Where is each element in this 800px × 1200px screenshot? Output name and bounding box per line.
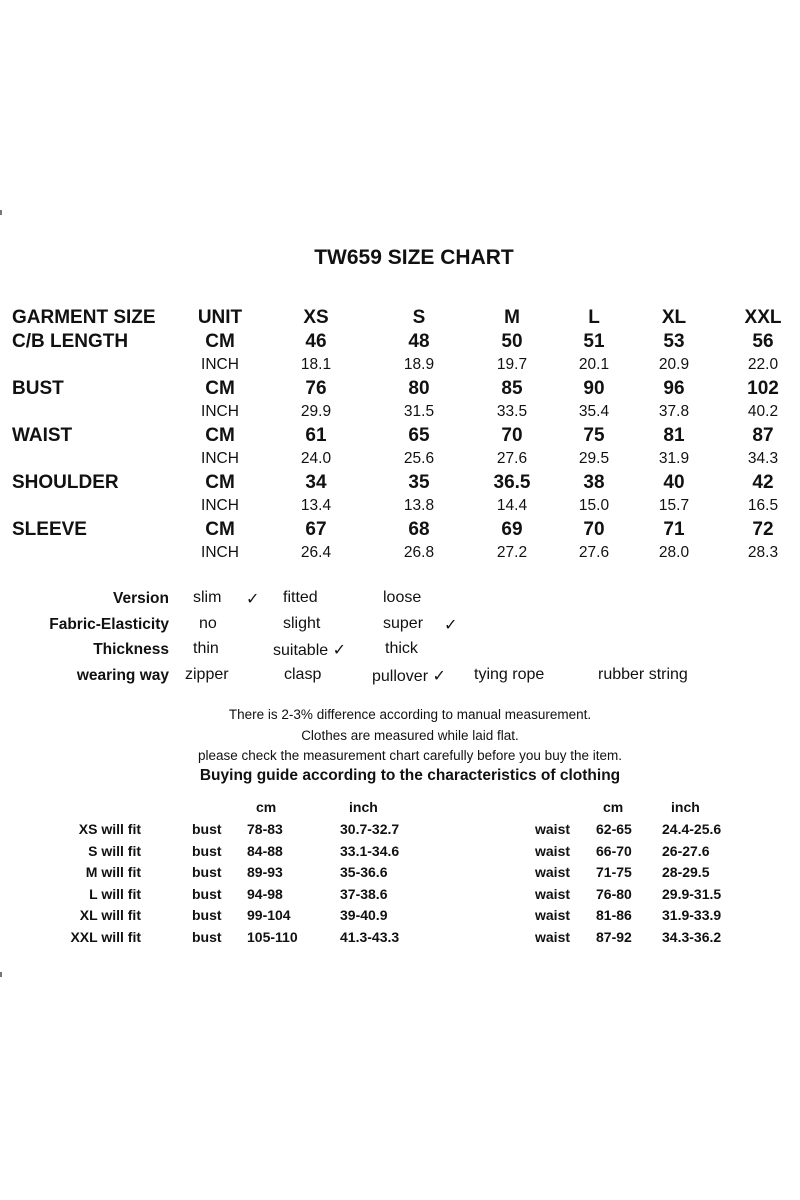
cm-value: 65: [408, 425, 430, 446]
characteristic-option: pullover ✓: [372, 667, 446, 685]
cm-value: 38: [583, 472, 605, 493]
inch-value: 14.4: [496, 497, 528, 514]
cm-value: 40: [663, 472, 685, 493]
inch-value: 19.7: [496, 356, 528, 373]
inch-value: 15.7: [658, 497, 690, 514]
waist-inch: 28-29.5: [662, 864, 710, 880]
characteristic-option: thick: [385, 640, 418, 657]
bust-label: bust: [192, 821, 222, 837]
cm-value: 48: [408, 331, 430, 352]
note-line: Clothes are measured while laid flat.: [301, 728, 519, 743]
waist-label: waist: [535, 885, 571, 902]
bust-cm: 78-83: [247, 821, 283, 837]
cm-value: 34: [305, 472, 327, 493]
waist-cm: 87-92: [596, 928, 632, 945]
inch-value: 16.5: [747, 497, 779, 514]
characteristic-label: Version: [113, 590, 169, 607]
inch-value: 27.6: [578, 544, 610, 561]
cm-value: 36.5: [493, 472, 531, 493]
bust-inch: 30.7-32.7: [340, 821, 400, 837]
characteristic-option: tying rope: [474, 665, 545, 683]
cm-value: 61: [305, 425, 327, 446]
waist-label: waist: [535, 864, 571, 880]
characteristic-option: ✓: [444, 616, 458, 634]
inch-value: 22.0: [747, 356, 779, 373]
cm-value: 46: [305, 331, 327, 352]
unit-inch: INCH: [201, 544, 239, 561]
bust-cm: 99-104: [247, 907, 291, 923]
unit-inch: INCH: [201, 403, 239, 420]
size-header-4: XL: [661, 307, 687, 328]
size-header-2: M: [504, 307, 520, 328]
cm-value: 56: [752, 331, 774, 352]
bust-label: bust: [192, 928, 222, 945]
waist-cm: 76-80: [596, 885, 632, 902]
inch-value: 20.9: [658, 356, 690, 373]
bust-cm: 94-98: [247, 885, 283, 902]
cm-value: 68: [408, 519, 430, 540]
characteristic-option: no: [199, 614, 217, 632]
cm-value: 51: [583, 331, 605, 352]
page-title: TW659 SIZE CHART: [314, 246, 514, 269]
characteristic-option: suitable ✓: [273, 642, 346, 659]
inch-value: 29.5: [578, 450, 610, 467]
inch-value: 24.0: [300, 450, 332, 467]
characteristic-option: zipper: [185, 665, 229, 683]
inch-value: 13.4: [300, 497, 332, 514]
characteristic-label: Fabric-Elasticity: [49, 615, 169, 633]
cm-value: 70: [501, 425, 523, 446]
characteristic-option: loose: [383, 589, 422, 606]
cm-value: 53: [663, 331, 685, 352]
inch-value: 35.4: [578, 403, 610, 420]
cm-value: 102: [747, 378, 779, 399]
inch-value: 13.8: [403, 497, 435, 514]
characteristic-option: fitted: [283, 589, 318, 606]
cm-value: 72: [752, 519, 774, 540]
waist-cm: 62-65: [596, 821, 632, 837]
characteristic-label: Thickness: [93, 641, 169, 658]
characteristic-option: rubber string: [598, 665, 688, 683]
cm-value: 96: [663, 378, 685, 399]
cm-value: 35: [408, 472, 430, 493]
waist-inch: 31.9-33.9: [662, 907, 722, 923]
inch-value: 33.5: [496, 403, 528, 420]
inch-value: 34.3: [747, 450, 779, 467]
waist-label: waist: [535, 842, 571, 859]
guide-col-cm-waist: cm: [603, 799, 624, 815]
unit-cm: CM: [205, 425, 235, 446]
fit-label: S will fit: [88, 842, 141, 859]
garment-size-header: GARMENT SIZE: [12, 307, 156, 328]
unit-inch: INCH: [201, 356, 239, 373]
cm-value: 69: [501, 519, 523, 540]
size-header-3: L: [588, 307, 600, 328]
note-line: There is 2-3% difference according to manual measurement.: [228, 707, 592, 722]
inch-value: 27.2: [496, 544, 528, 561]
waist-cm: 66-70: [596, 842, 632, 859]
bust-label: bust: [192, 842, 222, 859]
unit-inch: INCH: [201, 450, 239, 467]
characteristic-option: super: [383, 614, 424, 632]
inch-value: 29.9: [300, 403, 332, 420]
cm-value: 81: [663, 425, 685, 446]
cm-value: 80: [408, 378, 430, 399]
inch-value: 26.4: [300, 544, 332, 561]
cm-value: 70: [583, 519, 605, 540]
unit-header: UNIT: [197, 307, 243, 328]
bust-cm: 89-93: [247, 864, 283, 880]
guide-col-inch-waist: inch: [671, 799, 700, 815]
cm-value: 67: [305, 519, 327, 540]
bust-label: bust: [192, 907, 222, 923]
cm-value: 76: [305, 378, 327, 399]
waist-inch: 24.4-25.6: [662, 821, 722, 837]
inch-value: 28.3: [747, 544, 779, 561]
characteristic-option: slight: [283, 614, 321, 632]
cm-value: 87: [752, 425, 774, 446]
bust-inch: 33.1-34.6: [340, 842, 400, 859]
inch-value: 37.8: [658, 403, 690, 420]
bust-inch: 39-40.9: [340, 907, 388, 923]
characteristic-option: ✓: [246, 591, 260, 608]
fit-label: XS will fit: [78, 821, 141, 837]
waist-cm: 81-86: [596, 907, 632, 923]
characteristic-option: clasp: [284, 665, 322, 683]
waist-label: waist: [535, 928, 571, 945]
characteristic-label: wearing way: [76, 666, 169, 684]
measurement-label: BUST: [12, 378, 64, 399]
bust-inch: 41.3-43.3: [340, 928, 400, 945]
cm-value: 90: [583, 378, 605, 399]
inch-value: 25.6: [403, 450, 435, 467]
unit-cm: CM: [205, 378, 235, 399]
edge-mark-top: [0, 210, 2, 215]
waist-label: waist: [535, 907, 571, 923]
bust-cm: 105-110: [247, 928, 298, 945]
bust-label: bust: [192, 864, 222, 880]
bust-inch: 35-36.6: [340, 864, 388, 880]
inch-value: 15.0: [578, 497, 610, 514]
waist-inch: 26-27.6: [662, 842, 710, 859]
guide-col-inch: inch: [349, 799, 378, 815]
unit-inch: INCH: [201, 497, 239, 514]
fit-label: XXL will fit: [70, 928, 141, 945]
size-header-1: S: [412, 307, 426, 328]
inch-value: 27.6: [496, 450, 528, 467]
waist-label: waist: [535, 821, 571, 837]
size-header-5: XXL: [744, 307, 782, 328]
bust-inch: 37-38.6: [340, 885, 388, 902]
characteristic-option: slim: [193, 589, 222, 606]
fit-label: M will fit: [85, 864, 141, 880]
unit-cm: CM: [205, 472, 235, 493]
cm-value: 50: [501, 331, 523, 352]
inch-value: 26.8: [403, 544, 435, 561]
measurement-label: SHOULDER: [12, 472, 119, 493]
inch-value: 40.2: [747, 403, 779, 420]
size-header-0: XS: [303, 307, 329, 328]
bust-cm: 84-88: [247, 842, 283, 859]
measurement-label: SLEEVE: [12, 519, 87, 540]
bust-label: bust: [192, 885, 222, 902]
cm-value: 42: [752, 472, 774, 493]
inch-value: 18.9: [403, 356, 435, 373]
inch-value: 31.5: [403, 403, 435, 420]
inch-value: 18.1: [300, 356, 332, 373]
unit-cm: CM: [205, 331, 235, 352]
characteristic-option: thin: [193, 640, 219, 657]
inch-value: 20.1: [578, 356, 610, 373]
edge-mark-bottom: [0, 972, 2, 977]
cm-value: 75: [583, 425, 605, 446]
fit-label: XL will fit: [79, 907, 141, 923]
note-line: please check the measurement chart carefully before you buy the item.: [198, 748, 622, 763]
guide-col-cm: cm: [256, 799, 277, 815]
inch-value: 28.0: [658, 544, 690, 561]
measurement-label: C/B LENGTH: [12, 331, 129, 352]
unit-cm: CM: [205, 519, 235, 540]
waist-inch: 34.3-36.2: [662, 928, 722, 945]
waist-cm: 71-75: [596, 864, 632, 880]
buying-guide-title: Buying guide according to the characteristics of clothing: [199, 767, 621, 784]
inch-value: 31.9: [658, 450, 690, 467]
measurement-label: WAIST: [12, 425, 73, 446]
cm-value: 71: [663, 519, 685, 540]
waist-inch: 29.9-31.5: [662, 885, 722, 902]
fit-label: L will fit: [89, 885, 141, 902]
cm-value: 85: [501, 378, 523, 399]
